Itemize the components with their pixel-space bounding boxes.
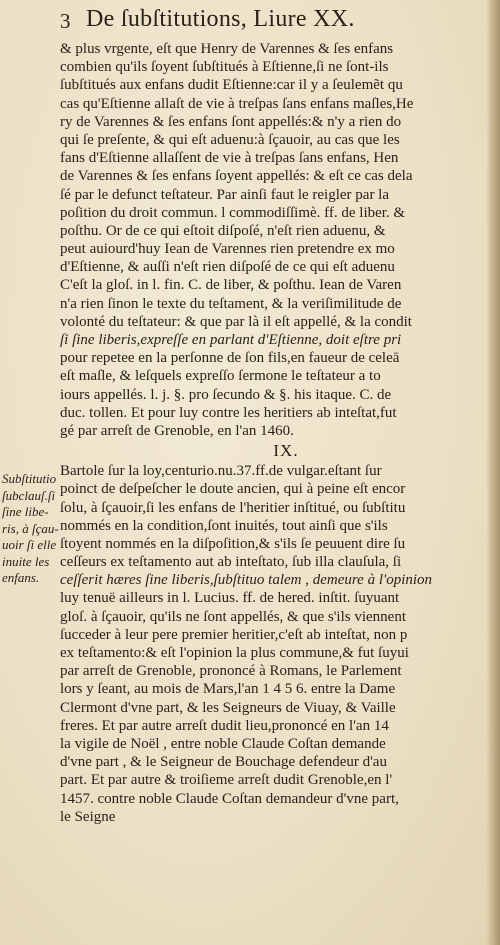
text-line: gloſ. à ſçauoir, qu'ils ne ſont appellés, & que s'ils viennent	[60, 608, 406, 625]
text-line: ris, à ſçau-	[2, 520, 59, 536]
text-line: part. Et par autre & troiſieme arreſt dudit Grenoble,en l'	[60, 772, 393, 789]
text-line: ſi ſine liberis,expreſſe en parlant d'Eſtienne, doit eſtre pri	[60, 332, 402, 348]
text-line: luy tenuë ailleurs in l. Lucius. ff. de hered. inſtit. ſuyuant	[60, 590, 400, 607]
text-line: poinct de deſpeſcher le doute ancien, qui à peine eſt encor	[60, 481, 406, 498]
text-line: eſt maſle, & leſquels expreſſo ſermone le teſtateur a to	[60, 368, 381, 385]
running-title: De ſubſtitutions, Liure XX.	[86, 6, 355, 32]
paragraph-ix	[60, 462, 492, 826]
text-line: de Varennes & ſes enfans ſoyent appellés: & eſt ce cas dela	[60, 168, 413, 185]
running-header	[60, 6, 500, 36]
section-number: IX.	[273, 441, 299, 461]
text-line: volonté du teſtateur: & que par là il eſt appellé, & la condit	[60, 313, 412, 330]
text-line: gé par arreſt de Grenoble, en l'an 1460.	[60, 422, 294, 439]
text-line: ſucceder à leur pere premier heritier,c'eſt ab inteſtat, non p	[60, 626, 408, 643]
text-line: cas qu'Eſtienne allaſt de vie à treſpas ſans enfans maſles,He	[60, 95, 414, 112]
text-line: inuite les	[2, 553, 50, 569]
text-line: uoir ſi elle	[2, 537, 57, 552]
text-line: Bartole ſur la loy,centurio.nu.37.ff.de vulgar.eſtant ſur	[60, 463, 382, 480]
text-line: ex teſtamento:& eſt l'opinion la plus commune,& fut ſuyui	[60, 645, 409, 661]
text-line: & plus vrgente, eſt que Henry de Varennes & ſes enfans	[60, 41, 394, 57]
text-line: freres. Et par autre arreſt dudit lieu,prononcé en l'an 14	[60, 717, 389, 734]
text-line: duc. tollen. Et pour luy contre les heritiers ab inteſtat,fut	[60, 404, 397, 421]
text-line: poſition du droit commun. l commodiſſimè. ff. de liber. &	[60, 204, 406, 221]
text-line: ſolu, à ſçauoir,ſi les enfans de l'heritier inſtitué, ou ſubſtitu	[60, 499, 406, 516]
text-line: le Seigne	[60, 808, 116, 825]
text-line: ſubclauſ.ſi	[2, 487, 56, 503]
text-line: ry de Varennes & ſes enfans ſont appellés:& n'y a rien do	[60, 113, 402, 130]
text-line: Clermont d'vne part, & les Seigneurs de Viuay, & Vaille	[60, 699, 396, 716]
text-line: fans d'Eſtienne allaſſent de vie à treſpas ſans enfans, Hen	[60, 150, 399, 167]
text-line: peut auiourd'huy Iean de Varennes rien pretendre ex mo	[60, 241, 395, 258]
text-line: ſubſtitués aux enfans dudit Eſtienne:car il y a ſeulemẽt qu	[60, 77, 403, 94]
text-line: pour repetee en la perſonne de ſon fils,en faueur de celeā	[60, 350, 400, 367]
text-line: combien qu'ils ſoyent ſubſtitués à Eſtienne,ſi ne ſont-ils	[60, 59, 389, 76]
text-line: C'eſt la gloſ. in l. fin. C. de liber, & poſthu. Iean de Varen	[60, 277, 402, 294]
text-line: 1457. contre noble Claude Coſtan demandeur d'vne part,	[60, 790, 399, 807]
text-line: d'Eſtienne, & auſſi n'eſt rien diſpoſé de ce qui eſt aduenu	[60, 259, 395, 276]
text-line: ceſſeurs ex teſtamento aut ab inteſtato, ſub illa clauſula, ſi	[60, 554, 402, 571]
text-line: ceſſerit hæres ſine liberis,ſubſtituo talem , demeure à l'opinion	[60, 572, 433, 589]
text-line: ſine libe-	[2, 504, 49, 519]
paragraph-viii	[60, 40, 492, 440]
text-line: poſthu. Or de ce qui eſtoit diſpoſé, n'eſt rien aduenu, &	[60, 222, 386, 239]
margin-note	[2, 471, 64, 587]
text-line: enfans.	[2, 570, 40, 585]
text-line: par arreſt de Grenoble, prononcé à Romans, le Parlement	[60, 663, 402, 680]
text-line: ſtoyent nommés en la diſpoſition,& s'ils ſe peuuent dire ſu	[60, 535, 406, 552]
text-line: d'vne part , & le Seigneur de Bouchage defendeur d'au	[60, 754, 387, 771]
text-line: nommés en la condition,ſont inuités, tout ainſi que s'ils	[60, 517, 388, 534]
text-line: qui ſe preſente, & qui eſt aduenu:à ſçauoir, au cas que les	[60, 131, 400, 148]
text-line: Subſtitutio	[2, 471, 57, 486]
text-line: ſé par le defunct teſtateur. Par ainſi faut le reigler par la	[60, 186, 390, 203]
text-line: la vigile de Noël , entre noble Claude Coſtan demande	[60, 735, 386, 752]
main-text	[60, 40, 492, 945]
text-line: n'a rien ſinon le texte du teſtament, & la veriſimilitude de	[60, 295, 402, 312]
text-line: lors y ſeant, au mois de Mars,l'an 1 4 5 6. entre la Dame	[60, 681, 396, 698]
text-line: iours appellés. l. j. §. pro ſecundo & §. his itaque. C. de	[60, 386, 392, 403]
page-number: 3	[60, 9, 71, 33]
